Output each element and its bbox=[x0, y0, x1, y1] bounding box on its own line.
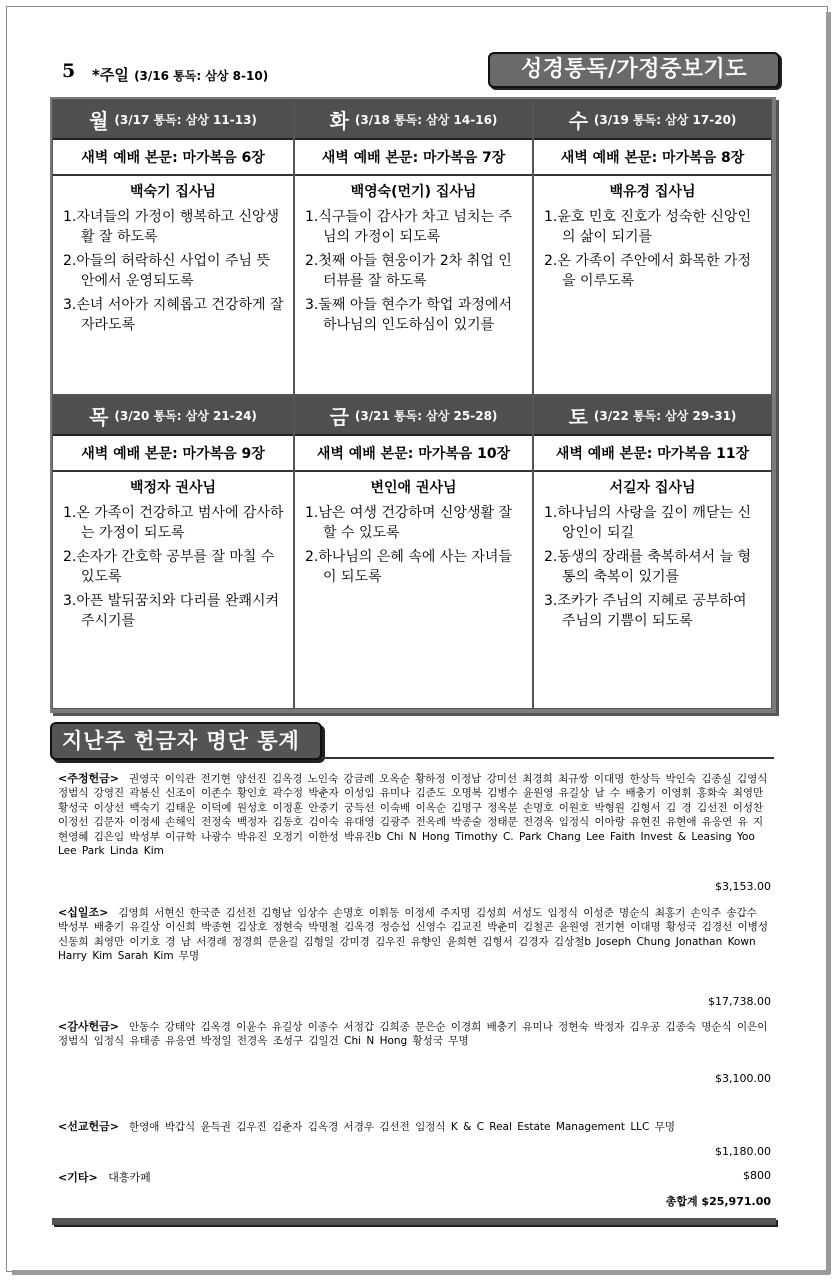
prayer-items bbox=[53, 503, 293, 635]
prayer-item: 1.하나님의 사랑을 깊이 깨닫는 신앙인이 되길 bbox=[544, 505, 751, 541]
page-title: 성경통독/가정중보기도 bbox=[488, 52, 780, 88]
prayer-leader: 변인애 권사님 bbox=[370, 480, 457, 496]
weekly-offering-names: 권영국 이익관 전기현 양선진 김옥경 노인숙 강금례 오옥순 황하정 이정남 강미선 최경희 최규쌍 이대명 한상득 박인숙 김종실 김영식 정범식 강영진 곽봉신 신조이 이존수 황인호 곽수정 박춘자 이성임 유미나 김준도 오명복 김병수 윤원영 유길상 남 수 배충기 이영휘 홍화숙 최영만 황성국 이상선 백숙기 김태운 이덕예 원성호 이정훈 안중기 궁득선 이숙배 이옥순 김명구 정옥분 손명호 이원호 박형원 김형서 김 경 김선전 이성찬 이정선 김문자 이정세 손해익 전정숙 백정자 김동호 김이숙 유대영 김광주 전옥례 박종술 정태문 전경옥 임정식 이아랑 유현진 유현애 유응연 유 지 현영혜 김은임 박성부 이규학 나광수 박유진 오정기 이한성 박유진b Chi N Hong Timothy C. Park Chang Lee Faith Invest & Leasing Yoo Lee Park Linda Kim bbox=[58, 773, 768, 858]
page-header bbox=[58, 52, 780, 92]
prayer-item: 1.온 가족이 건강하고 범사에 감사하는 가정이 되도록 bbox=[63, 505, 284, 541]
prayer-leader: 백숙기 집사님 bbox=[129, 184, 217, 200]
prayer-item: 2.온 가족이 주안에서 화목한 가정을 이루도록 bbox=[544, 253, 751, 289]
service-text: 새벽 예배 본문: 마가복음 7장 bbox=[295, 140, 532, 176]
prayer-item: 3.둘째 아들 현수가 학업 과정에서 하나님의 인도하심이 있기를 bbox=[305, 297, 512, 333]
day-reading: (3/22 통독: 삼상 29-31) bbox=[593, 408, 737, 423]
page-number: 5 bbox=[62, 60, 76, 82]
prayer-items bbox=[534, 207, 771, 295]
prayer-item: 2.손자가 간호학 공부를 잘 마칠 수 있도록 bbox=[63, 549, 275, 585]
thanks-offering-amount: $3,100.00 bbox=[715, 1072, 771, 1085]
day-reading: (3/19 통독: 삼상 17-20) bbox=[593, 112, 737, 127]
prayer-leader: 백유경 집사님 bbox=[609, 184, 696, 200]
day-reading: (3/20 통독: 삼상 21-24) bbox=[114, 408, 257, 423]
service-text: 새벽 예배 본문: 마가복음 10장 bbox=[295, 436, 532, 472]
service-text: 새벽 예배 본문: 마가복음 11장 bbox=[534, 436, 771, 472]
grand-total: 총합계 $25,971.00 bbox=[665, 1195, 771, 1208]
day-name: 월 bbox=[89, 108, 109, 133]
prayer-item: 3.아픈 발뒤꿈치와 다리를 완쾌시켜 주시기를 bbox=[63, 593, 280, 629]
day-cell-fri bbox=[294, 395, 533, 709]
prayer-item: 1.식구들이 감사가 차고 넘치는 주님의 가정이 되도록 bbox=[305, 209, 512, 245]
tithe-amount: $17,738.00 bbox=[708, 995, 771, 1008]
day-header bbox=[295, 100, 532, 140]
weekly-offering-block bbox=[58, 772, 770, 858]
thanks-offering-label: <감사헌금> bbox=[58, 1020, 119, 1033]
bottom-rule bbox=[52, 1218, 776, 1225]
day-name: 금 bbox=[329, 404, 349, 429]
day-header bbox=[534, 100, 771, 140]
tithe-block bbox=[58, 906, 770, 964]
day-header bbox=[53, 100, 293, 140]
other-offering-label: <기타> bbox=[58, 1171, 98, 1184]
day-reading: (3/17 통독: 삼상 11-13) bbox=[114, 112, 257, 127]
day-header bbox=[53, 396, 293, 436]
day-name: 수 bbox=[568, 108, 588, 133]
mission-offering-block bbox=[58, 1120, 770, 1134]
sunday-label: *주일 bbox=[92, 66, 129, 84]
thanks-offering-block bbox=[58, 1020, 770, 1049]
mission-offering-amount: $1,180.00 bbox=[715, 1145, 771, 1158]
page-shadow bbox=[12, 1270, 830, 1275]
service-text: 새벽 예배 본문: 마가복음 9장 bbox=[53, 436, 293, 472]
weekly-offering-amount: $3,153.00 bbox=[715, 880, 771, 893]
day-header bbox=[534, 396, 771, 436]
prayer-item: 3.조카가 주님의 지혜로 공부하여 주님의 기쁨이 되도록 bbox=[544, 593, 747, 629]
thanks-offering-names: 안동수 강태악 김옥경 이윤수 유길상 이종수 서정갑 김희종 문은순 이경희 배충기 유미나 정현숙 박정자 김우공 김종숙 명순식 이은이 정범식 임정식 유태종 유응연 박정일 전경옥 조성구 김일건 Chi N Hong 황성국 무명 bbox=[58, 1021, 768, 1048]
day-cell-tue bbox=[294, 99, 533, 395]
offering-stats-title: 지난주 헌금자 명단 통계 bbox=[50, 722, 322, 760]
day-cell-wed bbox=[533, 99, 772, 395]
tithe-label: <십일조> bbox=[58, 906, 109, 919]
service-text: 새벽 예배 본문: 마가복음 8장 bbox=[534, 140, 771, 176]
day-reading: (3/21 통독: 삼상 25-28) bbox=[354, 408, 498, 423]
prayer-items bbox=[53, 207, 293, 339]
prayer-leader: 서길자 집사님 bbox=[609, 480, 696, 496]
mission-offering-names: 한영애 박갑식 윤득권 김우진 김춘자 김옥경 서경우 김선전 임정식 K & C Real Estate Management LLC 무명 bbox=[128, 1121, 675, 1133]
prayer-item: 2.첫째 아들 현웅이가 2차 취업 인터뷰를 잘 하도록 bbox=[305, 253, 512, 289]
service-text: 새벽 예배 본문: 마가복음 6장 bbox=[53, 140, 293, 176]
other-offering-block bbox=[58, 1169, 151, 1185]
other-offering-amount: $800 bbox=[743, 1169, 771, 1182]
prayer-items bbox=[295, 503, 532, 591]
prayer-item: 1.남은 여생 건강하며 신앙생활 잘 할 수 있도록 bbox=[305, 505, 512, 541]
prayer-item: 2.하나님의 은혜 속에 사는 자녀들이 되도록 bbox=[305, 549, 512, 585]
prayer-item: 3.손녀 서아가 지혜롭고 건강하게 잘 자라도록 bbox=[63, 297, 284, 333]
day-cell-mon bbox=[52, 99, 294, 395]
prayer-grid bbox=[50, 97, 776, 713]
tithe-names: 김영희 서현신 한국준 김선전 김형남 임상수 손명호 이휘동 이정세 주지명 김성희 서성도 임정식 이성준 명순식 최홍기 손익주 송갑수 박성부 배충기 유길상 이신희 박종현 김상호 정현숙 박명철 김옥경 정승섭 신영수 김교진 박춘미 김철곤 윤원영 전기현 이대명 황성국 김경선 이병성 신동희 최영만 이기호 경 남 서경래 정경희 문윤길 김형일 강미경 김우진 유향인 윤희현 김형서 김경자 김상철b Joseph Chung Jonathan Kown Harry Kim Sarah Kim 무명 bbox=[58, 907, 768, 963]
sunday-reading-range: (3/16 통독: 삼상 8-10) bbox=[134, 69, 269, 83]
day-reading: (3/18 통독: 삼상 14-16) bbox=[354, 112, 498, 127]
day-cell-thu bbox=[52, 395, 294, 709]
day-name: 목 bbox=[89, 404, 109, 429]
prayer-items bbox=[534, 503, 771, 635]
prayer-item: 2.아들의 허락하신 사업이 주님 뜻 안에서 운영되도록 bbox=[63, 253, 270, 289]
day-name: 토 bbox=[568, 404, 588, 429]
prayer-items bbox=[295, 207, 532, 339]
mission-offering-label: <선교헌금> bbox=[58, 1120, 119, 1133]
sunday-reading bbox=[92, 64, 268, 85]
weekly-offering-label: <주정헌금> bbox=[58, 772, 119, 785]
day-name: 화 bbox=[329, 108, 349, 133]
section-divider bbox=[322, 757, 774, 759]
day-cell-sat bbox=[533, 395, 772, 709]
prayer-item: 1.자녀들의 가정이 행복하고 신앙생활 잘 하도록 bbox=[63, 209, 280, 245]
prayer-leader: 백정자 권사님 bbox=[129, 480, 217, 496]
prayer-item: 2.동생의 장래를 축복하셔서 늘 형통의 축복이 있기를 bbox=[544, 549, 751, 585]
page-shadow-right bbox=[826, 12, 831, 1274]
prayer-leader: 백영숙(먼기) 집사님 bbox=[350, 184, 477, 200]
other-offering-names: 대흥카페 bbox=[108, 1171, 151, 1184]
day-header bbox=[295, 396, 532, 436]
prayer-item: 1.윤호 민호 진호가 성숙한 신앙인의 삶이 되기를 bbox=[544, 209, 751, 245]
prayer-grid-inner bbox=[52, 99, 772, 709]
